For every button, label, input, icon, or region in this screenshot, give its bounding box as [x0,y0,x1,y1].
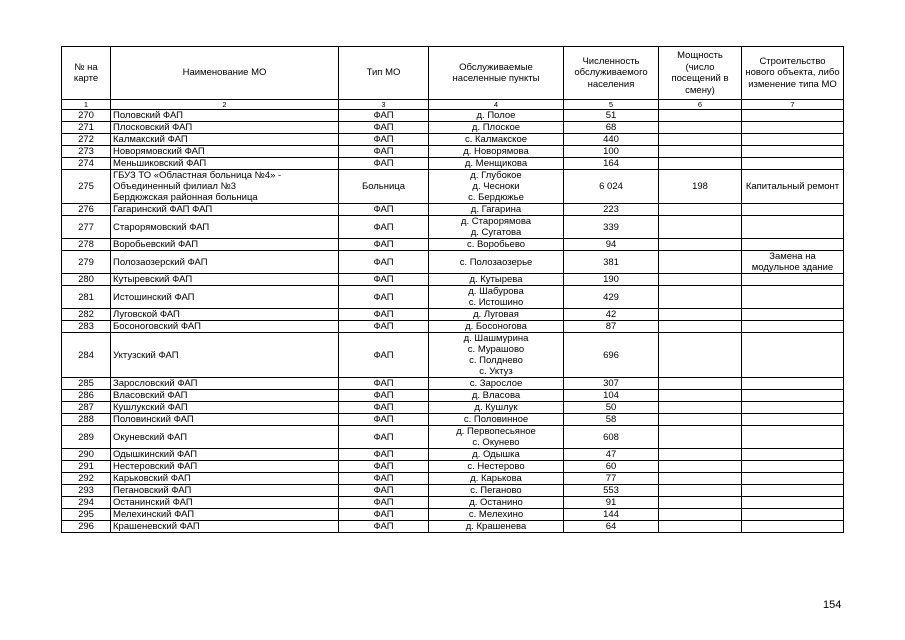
table-row [62,239,844,251]
row-capacity [659,122,742,134]
row-mo-type: ФАП [339,204,429,216]
row-construction [742,378,844,390]
row-mo-name: Крашеневский ФАП [111,521,339,533]
row-population: 144 [564,509,659,521]
row-served-settlements: с. Нестерово [429,461,564,473]
row-capacity [659,449,742,461]
row-served-settlements: с. Полозаозерье [429,251,564,274]
row-map-number: 283 [62,321,111,333]
header-mo-type: Тип МО [339,47,429,100]
row-mo-name: Половский ФАП [111,110,339,122]
row-mo-type: ФАП [339,239,429,251]
row-served-settlements: д. Шабурова с. Истошино [429,286,564,309]
table-row [62,204,844,216]
row-mo-name: Воробьевский ФАП [111,239,339,251]
row-mo-type: ФАП [339,110,429,122]
row-served-settlements: с. Пеганово [429,485,564,497]
header-served-settlements: Обслуживаемые населенные пункты [429,47,564,100]
row-map-number: 279 [62,251,111,274]
row-population: 440 [564,134,659,146]
row-population: 64 [564,521,659,533]
row-mo-type: ФАП [339,274,429,286]
row-mo-type: ФАП [339,146,429,158]
row-construction [742,414,844,426]
header-row [62,47,844,100]
row-capacity [659,509,742,521]
row-mo-type: ФАП [339,378,429,390]
row-mo-type: ФАП [339,321,429,333]
table-row [62,509,844,521]
row-mo-type: ФАП [339,414,429,426]
row-population: 58 [564,414,659,426]
header-mo-name: Наименование МО [111,47,339,100]
row-map-number: 281 [62,286,111,309]
row-map-number: 277 [62,216,111,239]
row-construction [742,204,844,216]
row-map-number: 295 [62,509,111,521]
row-mo-name: Полозаозерский ФАП [111,251,339,274]
row-mo-name: Власовский ФАП [111,390,339,402]
row-mo-name: Уктузский ФАП [111,333,339,378]
column-number: 7 [742,100,844,110]
row-construction [742,146,844,158]
row-capacity [659,402,742,414]
row-construction [742,461,844,473]
row-served-settlements: д. Новорямова [429,146,564,158]
table-row [62,134,844,146]
column-number: 1 [62,100,111,110]
row-population: 91 [564,497,659,509]
row-served-settlements: с. Зарослое [429,378,564,390]
row-construction [742,134,844,146]
table-row [62,461,844,473]
row-capacity [659,521,742,533]
row-population: 47 [564,449,659,461]
row-served-settlements: д. Останино [429,497,564,509]
row-population: 51 [564,110,659,122]
column-number-row [62,100,844,110]
row-served-settlements: д. Полое [429,110,564,122]
row-mo-name: Останинский ФАП [111,497,339,509]
row-mo-name: Калмакский ФАП [111,134,339,146]
row-mo-name: Новорямовский ФАП [111,146,339,158]
table-body [62,110,844,533]
row-construction [742,274,844,286]
row-capacity [659,426,742,449]
row-capacity [659,146,742,158]
table-row [62,497,844,509]
table-row [62,473,844,485]
row-mo-name: Меньшиковский ФАП [111,158,339,170]
row-population: 50 [564,402,659,414]
row-population: 6 024 [564,170,659,204]
row-population: 164 [564,158,659,170]
row-served-settlements: д. Босоногова [429,321,564,333]
row-population: 94 [564,239,659,251]
row-construction [742,497,844,509]
row-mo-type: ФАП [339,402,429,414]
row-mo-name: Пегановский ФАП [111,485,339,497]
column-number: 2 [111,100,339,110]
row-map-number: 282 [62,309,111,321]
row-construction [742,158,844,170]
row-mo-name: Окуневский ФАП [111,426,339,449]
row-map-number: 278 [62,239,111,251]
row-capacity [659,204,742,216]
row-population: 87 [564,321,659,333]
row-served-settlements: с. Половинное [429,414,564,426]
row-mo-type: ФАП [339,485,429,497]
row-construction [742,521,844,533]
table-row [62,402,844,414]
row-construction [742,216,844,239]
row-population: 381 [564,251,659,274]
row-mo-type: ФАП [339,461,429,473]
row-construction [742,239,844,251]
row-capacity [659,239,742,251]
table-row [62,170,844,204]
row-mo-name: Кутыревский ФАП [111,274,339,286]
row-served-settlements: с. Воробьево [429,239,564,251]
table-row [62,414,844,426]
row-mo-name: Гагаринский ФАП ФАП [111,204,339,216]
table-row [62,426,844,449]
row-population: 190 [564,274,659,286]
row-map-number: 296 [62,521,111,533]
row-mo-type: ФАП [339,333,429,378]
row-mo-name: ГБУЗ ТО «Областная больница №4» - Объединенный филиал №3 Бердюжская районная больница [111,170,339,204]
row-mo-name: Истошинский ФАП [111,286,339,309]
row-served-settlements: д. Менщикова [429,158,564,170]
row-capacity [659,309,742,321]
row-capacity [659,333,742,378]
row-map-number: 293 [62,485,111,497]
row-map-number: 290 [62,449,111,461]
row-construction [742,321,844,333]
row-map-number: 289 [62,426,111,449]
row-capacity [659,414,742,426]
row-served-settlements: д. Плоское [429,122,564,134]
row-mo-name: Нестеровский ФАП [111,461,339,473]
row-map-number: 270 [62,110,111,122]
row-construction [742,390,844,402]
row-served-settlements: с. Мелехино [429,509,564,521]
row-population: 68 [564,122,659,134]
row-capacity [659,321,742,333]
row-mo-name: Одышкинский ФАП [111,449,339,461]
row-capacity [659,158,742,170]
page-number: 154 [823,599,842,611]
row-map-number: 292 [62,473,111,485]
row-construction [742,286,844,309]
row-mo-type: ФАП [339,497,429,509]
header-construction: Строительство нового объекта, либо изменение типа МО [742,47,844,100]
row-map-number: 272 [62,134,111,146]
row-construction [742,333,844,378]
row-construction [742,122,844,134]
row-map-number: 274 [62,158,111,170]
row-capacity [659,390,742,402]
row-construction: Капитальный ремонт [742,170,844,204]
row-population: 223 [564,204,659,216]
table-row [62,378,844,390]
row-mo-type: ФАП [339,158,429,170]
facilities-table [61,46,844,533]
header-map-number: № на карте [62,47,111,100]
header-capacity: Мощность (число посещений в смену) [659,47,742,100]
row-map-number: 294 [62,497,111,509]
row-mo-type: ФАП [339,390,429,402]
row-map-number: 276 [62,204,111,216]
row-capacity [659,274,742,286]
table-row [62,485,844,497]
row-mo-name: Плосковский ФАП [111,122,339,134]
row-capacity [659,497,742,509]
table-row [62,286,844,309]
row-construction [742,309,844,321]
row-mo-type: ФАП [339,286,429,309]
row-served-settlements: д. Глубокое д. Чесноки с. Бердюжье [429,170,564,204]
row-mo-type: Больница [339,170,429,204]
row-mo-name: Старорямовский ФАП [111,216,339,239]
column-number: 4 [429,100,564,110]
table-row [62,333,844,378]
row-construction [742,402,844,414]
row-map-number: 271 [62,122,111,134]
row-mo-name: Зарословский ФАП [111,378,339,390]
row-population: 608 [564,426,659,449]
row-mo-type: ФАП [339,134,429,146]
row-served-settlements: с. Калмакское [429,134,564,146]
row-capacity [659,461,742,473]
table-row [62,321,844,333]
table-row [62,449,844,461]
table-row [62,521,844,533]
table-row [62,274,844,286]
row-capacity [659,286,742,309]
row-map-number: 288 [62,414,111,426]
row-map-number: 285 [62,378,111,390]
row-capacity [659,485,742,497]
row-mo-type: ФАП [339,509,429,521]
row-construction [742,473,844,485]
row-served-settlements: д. Крашенева [429,521,564,533]
row-mo-name: Половинский ФАП [111,414,339,426]
row-map-number: 280 [62,274,111,286]
row-map-number: 273 [62,146,111,158]
row-served-settlements: д. Кутырева [429,274,564,286]
row-mo-type: ФАП [339,449,429,461]
row-served-settlements: д. Старорямова д. Сугатова [429,216,564,239]
table-row [62,251,844,274]
row-population: 60 [564,461,659,473]
row-map-number: 286 [62,390,111,402]
row-mo-type: ФАП [339,251,429,274]
row-mo-type: ФАП [339,216,429,239]
row-construction: Замена на модульное здание [742,251,844,274]
row-capacity [659,110,742,122]
row-capacity: 198 [659,170,742,204]
row-mo-name: Луговской ФАП [111,309,339,321]
row-population: 339 [564,216,659,239]
row-construction [742,426,844,449]
row-construction [742,509,844,521]
row-population: 696 [564,333,659,378]
row-served-settlements: д. Карькова [429,473,564,485]
row-capacity [659,251,742,274]
row-served-settlements: д. Шашмурина с. Мурашово с. Полднево с. Уктуз [429,333,564,378]
row-served-settlements: д. Кушлук [429,402,564,414]
row-mo-type: ФАП [339,521,429,533]
row-mo-name: Кушлукский ФАП [111,402,339,414]
row-map-number: 287 [62,402,111,414]
row-capacity [659,216,742,239]
table-row [62,216,844,239]
row-mo-type: ФАП [339,309,429,321]
row-mo-name: Босоноговский ФАП [111,321,339,333]
row-map-number: 291 [62,461,111,473]
row-population: 553 [564,485,659,497]
row-capacity [659,134,742,146]
row-mo-name: Мелехинский ФАП [111,509,339,521]
row-population: 100 [564,146,659,158]
table-row [62,309,844,321]
row-map-number: 275 [62,170,111,204]
table-row [62,158,844,170]
row-mo-name: Карьковский ФАП [111,473,339,485]
row-construction [742,110,844,122]
row-population: 104 [564,390,659,402]
row-population: 42 [564,309,659,321]
column-number: 5 [564,100,659,110]
row-mo-type: ФАП [339,473,429,485]
row-population: 77 [564,473,659,485]
row-population: 429 [564,286,659,309]
row-map-number: 284 [62,333,111,378]
table-row [62,146,844,158]
table-row [62,390,844,402]
row-population: 307 [564,378,659,390]
table-row [62,110,844,122]
row-served-settlements: д. Одышка [429,449,564,461]
column-number: 6 [659,100,742,110]
row-served-settlements: д. Гагарина [429,204,564,216]
table-row [62,122,844,134]
row-construction [742,485,844,497]
column-number: 3 [339,100,429,110]
row-capacity [659,378,742,390]
row-mo-type: ФАП [339,122,429,134]
header-served-population: Численность обслуживаемого населения [564,47,659,100]
row-served-settlements: д. Власова [429,390,564,402]
row-served-settlements: д. Луговая [429,309,564,321]
row-capacity [659,473,742,485]
row-construction [742,449,844,461]
row-served-settlements: д. Первопесьяное с. Окунево [429,426,564,449]
row-mo-type: ФАП [339,426,429,449]
